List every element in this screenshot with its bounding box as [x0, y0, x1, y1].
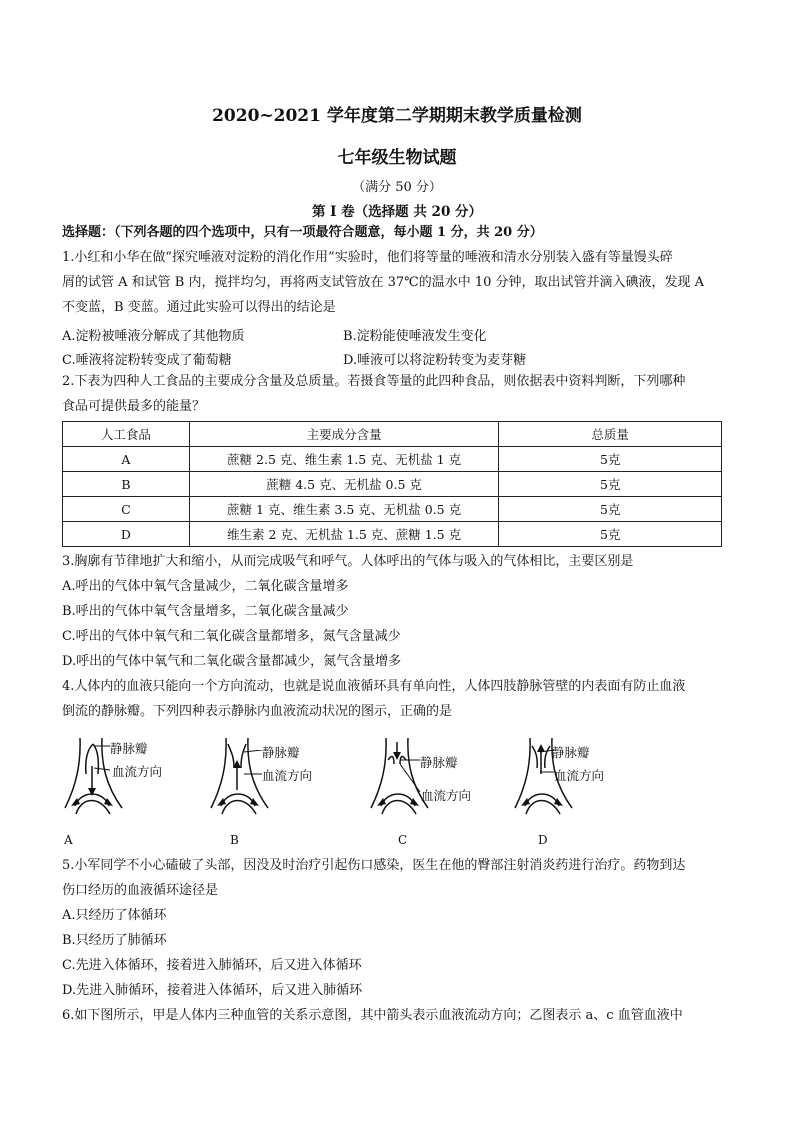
- score-note: （满分 50 分）: [352, 180, 442, 195]
- table-row: [63, 472, 722, 497]
- q5-option-d: D.先进入肺循环，接着进入体循环，后又进入肺循环: [62, 983, 363, 998]
- pointer-lines-b: [244, 750, 264, 778]
- q3-option-b: B.呼出的气体中氧气含量增多，二氧化碳含量减少: [62, 604, 349, 619]
- q5-option-a: A.只经历了体循环: [62, 908, 167, 923]
- diagram-letter-d: D: [538, 833, 548, 847]
- pointer-lines-c: [400, 758, 422, 794]
- table-cell: D: [63, 522, 190, 547]
- instructions: 选择题：（下列各题的四个选项中，只有一项最符合题意，每小题 1 分，共 20 分）: [62, 225, 543, 240]
- q3-line: 3.胸廓有节律地扩大和缩小，从而完成吸气和呼气。人体呼出的气体与吸入的气体相比，主要区别是: [62, 554, 634, 569]
- table-cell: 5克: [499, 497, 722, 522]
- q1-option-a: A.淀粉被唾液分解成了其他物质: [62, 329, 245, 344]
- flow-label-a: 血流方向: [112, 764, 163, 779]
- q1-line-1: 1.小红和小华在做“探究唾液对淀粉的消化作用”实验时，他们将等量的唾液和清水分别装入盛有等量馒头碎: [62, 250, 673, 265]
- q1-line-2: 屑的试管 A 和试管 B 内，搅拌均匀，再将两支试管放在 37℃的温水中 10 分钟，取出试管并滴入碘液，发现 A: [62, 275, 705, 290]
- table-cell: 5克: [499, 472, 722, 497]
- diagram-letter-a: A: [64, 833, 73, 847]
- food-table: [62, 421, 722, 547]
- table-cell: 蔗糖 1 克、维生素 3.5 克、无机盐 0.5 克: [189, 497, 499, 522]
- table-cell: 5克: [499, 447, 722, 472]
- section-title: 第 I 卷（选择题 共 20 分）: [311, 204, 483, 220]
- flow-label-b: 血流方向: [262, 768, 313, 783]
- table-cell: 5克: [499, 522, 722, 547]
- table-row: [63, 447, 722, 472]
- table-row: [63, 522, 722, 547]
- table-cell: A: [63, 447, 190, 472]
- q5-line-2: 伤口经历的血液循环途径是: [62, 883, 219, 898]
- valve-label-c: 静脉瓣: [420, 755, 458, 770]
- q6-line: 6.如下图所示，甲是人体内三种血管的关系示意图，其中箭头表示血液流动方向；乙图表示 a、c 血管血液中: [62, 1008, 683, 1023]
- q3-option-d: D.呼出的气体中氧气和二氧化碳含量都减少，氮气含量增多: [62, 654, 402, 669]
- q2-line-2: 食品可提供最多的能量？: [62, 399, 206, 414]
- q5-option-b: B.只经历了肺循环: [62, 933, 167, 948]
- q5-line-1: 5.小军同学不小心磕破了头部，因没及时治疗引起伤口感染，医生在他的臀部注射消炎药进行治疗。药物到达: [62, 858, 686, 873]
- q1-option-d: D.唾液可以将淀粉转变为麦芽糖: [343, 353, 527, 368]
- q5-option-c: C.先进入体循环，接着进入肺循环，后又进入体循环: [62, 958, 362, 973]
- q3-option-a: A.呼出的气体中氧气含量减少，二氧化碳含量增多: [62, 579, 349, 594]
- table-header: 主要成分含量: [189, 422, 499, 447]
- exam-subtitle: 七年级生物试题: [337, 148, 457, 168]
- table-header: 人工食品: [63, 422, 190, 447]
- table-cell: C: [63, 497, 190, 522]
- pointer-lines-d: [540, 748, 556, 776]
- q1-option-c: C.唾液将淀粉转变成了葡萄糖: [62, 353, 232, 368]
- table-cell: 蔗糖 2.5 克、维生素 1.5 克、无机盐 1 克: [189, 447, 499, 472]
- pointer-lines-a: [94, 744, 112, 772]
- table-cell: B: [63, 472, 190, 497]
- valve-label-a: 静脉瓣: [110, 741, 148, 756]
- q4-line-1: 4.人体内的血液只能向一个方向流动，也就是说血液循环具有单向性，人体四肢静脉管壁的内表面有防止血液: [62, 679, 686, 694]
- q4-line-2: 倒流的静脉瓣。下列四种表示静脉内血液流动状况的图示，正确的是: [62, 704, 453, 719]
- valve-label-d: 静脉瓣: [552, 745, 590, 760]
- exam-title: 2020~2021 学年度第二学期期末教学质量检测: [212, 106, 582, 126]
- table-header: 总质量: [499, 422, 722, 447]
- q3-option-c: C.呼出的气体中氧气和二氧化碳含量都增多，氮气含量减少: [62, 629, 401, 644]
- table-cell: 蔗糖 4.5 克、无机盐 0.5 克: [189, 472, 499, 497]
- q2-line-1: 2.下表为四种人工食品的主要成分含量及总质量。若摄食等量的此四种食品，则依据表中资料判断，下列哪种: [62, 374, 686, 389]
- q1-option-b: B.淀粉能使唾液发生变化: [343, 329, 487, 344]
- table-cell: 维生素 2 克、无机盐 1.5 克、蔗糖 1.5 克: [189, 522, 499, 547]
- table-row: [63, 497, 722, 522]
- diagram-letter-c: C: [398, 833, 408, 847]
- flow-label-c: 血流方向: [421, 788, 472, 803]
- table-header-row: [63, 422, 722, 447]
- q1-line-3: 不变蓝，B 变蓝。通过此实验可以得出的结论是: [62, 300, 336, 315]
- flow-label-d: 血流方向: [554, 768, 605, 783]
- valve-label-b: 静脉瓣: [262, 745, 300, 760]
- diagram-letter-b: B: [230, 833, 239, 847]
